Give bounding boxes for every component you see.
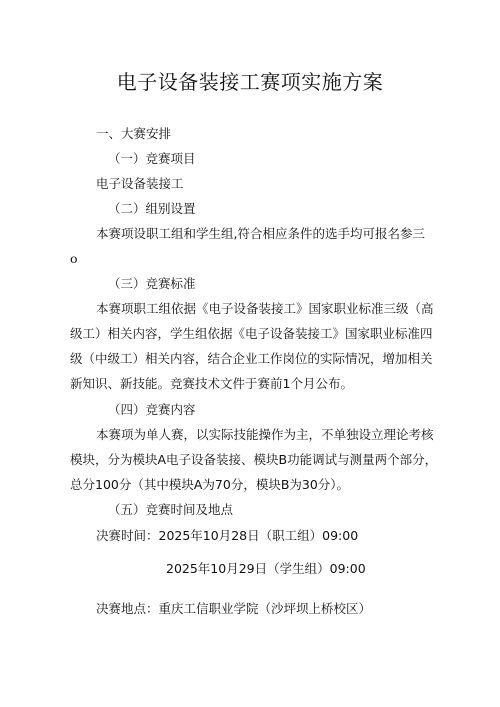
subheading-time-venue: （五）竞赛时间及地点 (108, 502, 234, 517)
subheading-group-setting: （二）组别设置 (108, 201, 196, 216)
paragraph-standard-line-2: 级工）相关内容，学生组依据《电子设备装接工》国家职业标准四 (70, 326, 433, 341)
subheading-competition-item: （一）竞赛项目 (108, 151, 196, 166)
final-time-line-2: 2025年10月29日（学生组）09:00 (166, 561, 366, 576)
paragraph-standard-line-1: 本赛项职工组依据《电子设备装接工》国家职业标准三级（高 (96, 301, 434, 316)
paragraph-competition-item: 电子设备装接工 (96, 176, 184, 191)
final-venue: 决赛地点：重庆工信职业学院（沙坪坝上桥校区） (96, 601, 372, 616)
paragraph-content-line-2: 模块，分为模块A电子设备装接、模块B功能调试与测量两个部分， (70, 452, 438, 467)
section-heading-arrangement: 一、大赛安排 (96, 126, 172, 141)
paragraph-group-line-1: 本赛项设职工组和学生组,符合相应条件的选手均可报名参三 (96, 226, 425, 241)
paragraph-content-line-1: 本赛项为单人赛，以实际技能操作为主，不单独设立理论考核 (96, 427, 434, 442)
paragraph-content-line-3: 总分100分（其中模块A为70分，模块B为30分）。 (70, 477, 350, 492)
subheading-competition-standard: （三）竞赛标准 (108, 276, 196, 291)
subheading-competition-content: （四）竞赛内容 (108, 402, 196, 417)
paragraph-standard-line-4: 新知识、新技能。竞赛技术文件于赛前1个月公布。 (70, 376, 353, 391)
paragraph-group-line-2: o (70, 251, 78, 266)
final-time-line-1: 决赛时间：2025年10月28日（职工组）09:00 (96, 528, 359, 543)
paragraph-standard-line-3: 级（中级工）相关内容，结合企业工作岗位的实际情况，增加相关 (70, 351, 433, 366)
document-title: 电子设备装接工赛项实施方案 (116, 70, 384, 94)
